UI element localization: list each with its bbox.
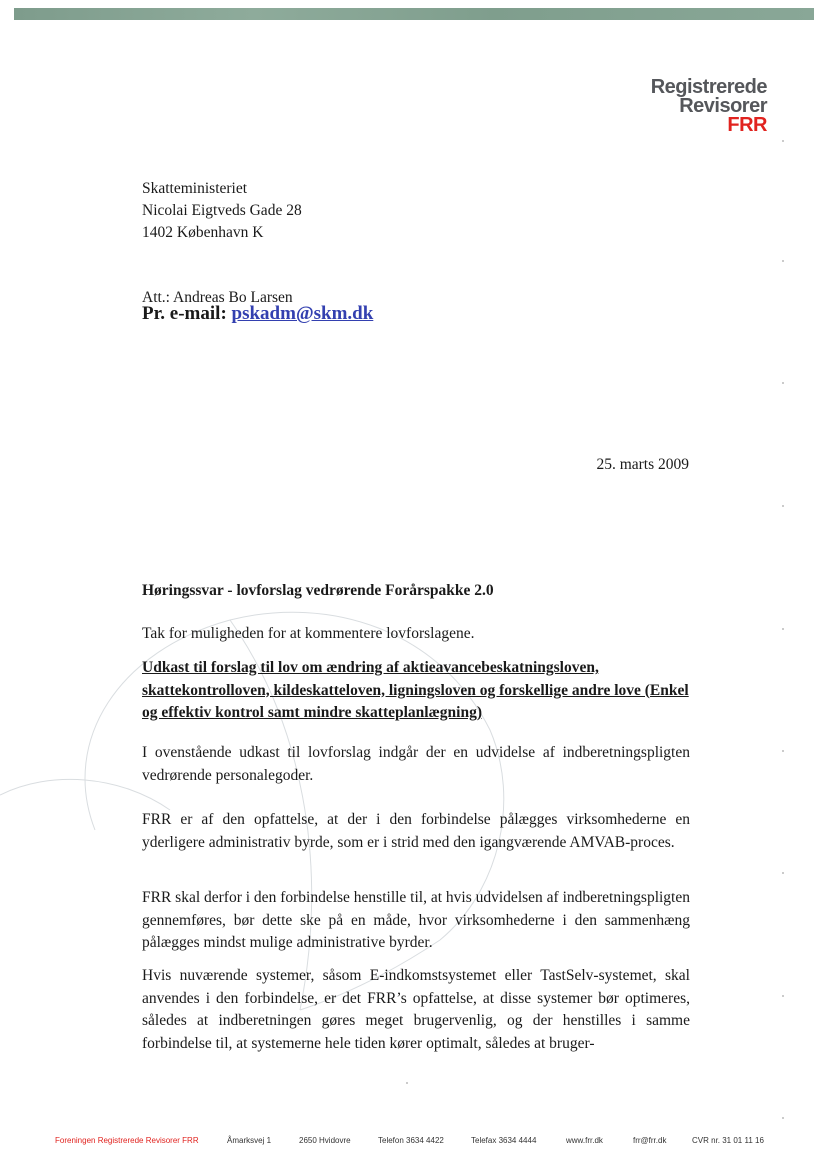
letter-footer xyxy=(0,1136,827,1150)
scan-dot xyxy=(782,1117,784,1119)
intro-paragraph: Tak for muligheden for at kommentere lovforslagene. xyxy=(142,625,475,642)
scan-dot xyxy=(782,260,784,262)
paragraph-4: Hvis nuværende systemer, såsom E-indkomstsystemet eller TastSelv-systemet, skal anvendes i den forbindelse, er det FRR’s opfattelse, at disse systemer bør optimeres, således at indberetningen gøres meget brugervenlig, og der henstilles i samme forbindelse til, at systemerne hele tiden kører optimalt, således at bruger- xyxy=(142,967,690,1052)
letter-subject: Høringssvar - lovforslag vedrørende Forårspakke 2.0 xyxy=(142,582,494,599)
footer-org: Foreningen Registrerede Revisorer FRR xyxy=(55,1136,199,1145)
email-line xyxy=(142,303,373,325)
footer-web[interactable]: www.frr.dk xyxy=(566,1136,603,1145)
logo-line-3: FRR xyxy=(727,114,767,136)
footer-fax: Telefax 3634 4444 xyxy=(471,1136,537,1145)
footer-phone: Telefon 3634 4422 xyxy=(378,1136,444,1145)
scan-dot xyxy=(782,505,784,507)
scan-dot xyxy=(782,872,784,874)
paragraph-2: FRR er af den opfattelse, at der i den forbindelse pålægges virksomhederne en yderligere administrativ byrde, som er i strid med den igangværende AMVAB-proces. xyxy=(142,811,690,851)
paragraph-3: FRR skal derfor i den forbindelse henstille til, at hvis udvidelsen af indberetningspligten gennemføres, bør dette ske på en måde, hvor virksomhederne i den sammenhæng pålægges mindst mulige administrative byrder. xyxy=(142,889,690,951)
logo-line-2: Revisorer xyxy=(679,95,767,117)
logo-line-1: Registrerede xyxy=(650,76,767,98)
scan-dot xyxy=(406,1082,408,1084)
scan-dot xyxy=(782,140,784,142)
paragraph-1: I ovenstående udkast til lovforslag indgår der en udvidelse af indberetningspligten vedrørende personalegoder. xyxy=(142,744,690,784)
scan-dot xyxy=(782,995,784,997)
footer-cvr: CVR nr. 31 01 11 16 xyxy=(692,1136,764,1145)
frr-logo xyxy=(651,78,767,135)
footer-city: 2650 Hvidovre xyxy=(299,1136,351,1145)
email-link[interactable]: pskadm@skm.dk xyxy=(231,303,374,324)
scan-dot xyxy=(782,628,784,630)
scan-dot xyxy=(782,750,784,752)
section-heading: Udkast til forslag til lov om ændring af aktieavancebeskatningsloven, skattekontrolloven, kildeskatteloven, ligningsloven og forskellige andre love (Enkel og effektiv kontrol samt mindre skatteplanlægning) xyxy=(142,659,689,721)
top-color-bar xyxy=(14,8,814,20)
recipient-address xyxy=(142,178,302,244)
letter-date: 25. marts 2009 xyxy=(596,456,689,473)
recipient-street: Nicolai Eigtveds Gade 28 xyxy=(142,202,302,219)
recipient-name: Skatteministeriet xyxy=(142,180,248,197)
email-label: Pr. e-mail: xyxy=(142,303,232,324)
recipient-city: 1402 København K xyxy=(142,224,264,241)
footer-mail[interactable]: frr@frr.dk xyxy=(633,1136,667,1145)
footer-street: Åmarksvej 1 xyxy=(227,1136,272,1145)
attention-line: Att.: Andreas Bo Larsen xyxy=(142,289,293,306)
scan-dot xyxy=(782,382,784,384)
